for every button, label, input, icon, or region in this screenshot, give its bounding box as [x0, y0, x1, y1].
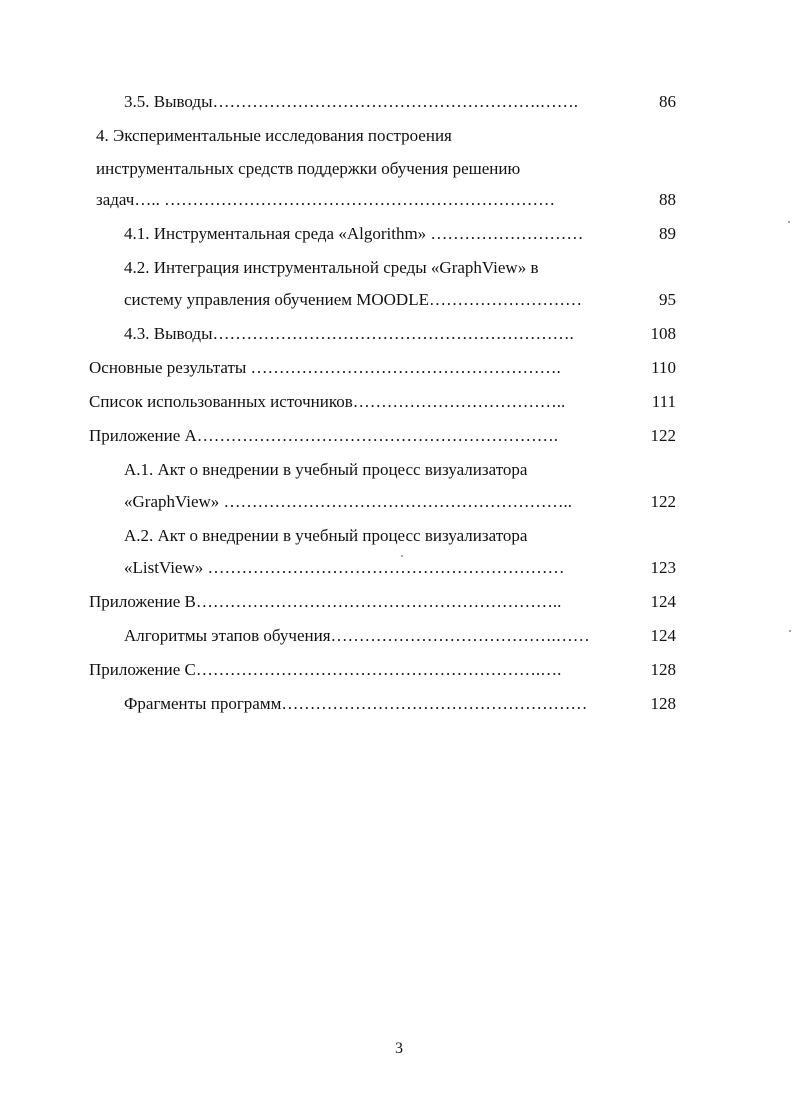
toc-entry-3-5: 3.5. Выводы………………………………………………….……. — [124, 92, 579, 111]
toc-page-appendix-a: 122 — [650, 426, 676, 445]
toc-entry-references: Список использованных источников……………………………….. — [89, 392, 566, 411]
toc-entry-main-results: Основные результаты ………………………………………………. — [89, 358, 561, 377]
toc-entry-4-2-line1: 4.2. Интеграция инструментальной среды «GraphView» в — [124, 258, 539, 277]
toc-entry-4-1: 4.1. Инструментальная среда «Algorithm» ……………………… — [124, 224, 584, 243]
toc-entry-a1-line2: «GraphView» …………………………………………………….. — [124, 492, 573, 511]
toc-entry-appendix-c: Приложение С…………………………………………………….…. — [89, 660, 562, 679]
toc-entry-4-2-line2: систему управления обучением MOODLE……………………… — [124, 290, 582, 309]
toc-page-learning-algorithms: 124 — [650, 626, 676, 645]
toc-entry-4-line3: задач….. …………………………………………………………… — [96, 190, 556, 209]
toc-page-4-3: 108 — [650, 324, 676, 343]
toc-entry-4-3: 4.3. Выводы………………………………………………………. — [124, 324, 574, 343]
toc-page-3-5: 86 — [659, 92, 676, 111]
toc-entry-appendix-a: Приложение А………………………………………………………. — [89, 426, 559, 445]
toc-page-appendix-b: 124 — [650, 592, 676, 611]
scan-speck — [401, 555, 403, 557]
toc-entry-a2-line2: «ListView» ……………………………………………………… — [124, 558, 565, 577]
toc-page-4-2: 95 — [659, 290, 676, 309]
page-number: 3 — [395, 1040, 403, 1057]
scan-speck — [789, 630, 791, 632]
toc-page-4: 88 — [659, 190, 676, 209]
toc-page-appendix-c: 128 — [650, 660, 676, 679]
toc-page-main-results: 110 — [651, 358, 676, 377]
scan-speck — [788, 221, 790, 223]
toc-page-a2: 123 — [650, 558, 676, 577]
toc-entry-learning-algorithms: Алгоритмы этапов обучения………………………………….…… — [124, 626, 590, 645]
toc-page-4-1: 89 — [659, 224, 676, 243]
toc-page-a1: 122 — [650, 492, 676, 511]
toc-page-program-fragments: 128 — [650, 694, 676, 713]
toc-entry-appendix-b: Приложение В……………………………………………………….. — [89, 592, 562, 611]
toc-entry-a1-line1: А.1. Акт о внедрении в учебный процесс визуализатора — [124, 460, 528, 479]
toc-page-references: 111 — [651, 392, 676, 411]
toc-entry-4-line2: инструментальных средств поддержки обучения решению — [96, 159, 521, 178]
toc-entry-a2-line1: А.2. Акт о внедрении в учебный процесс визуализатора — [124, 526, 528, 545]
toc-entry-program-fragments: Фрагменты программ……………………………………………… — [124, 694, 588, 713]
toc-entry-4-line1: 4. Экспериментальные исследования построения — [96, 126, 452, 145]
